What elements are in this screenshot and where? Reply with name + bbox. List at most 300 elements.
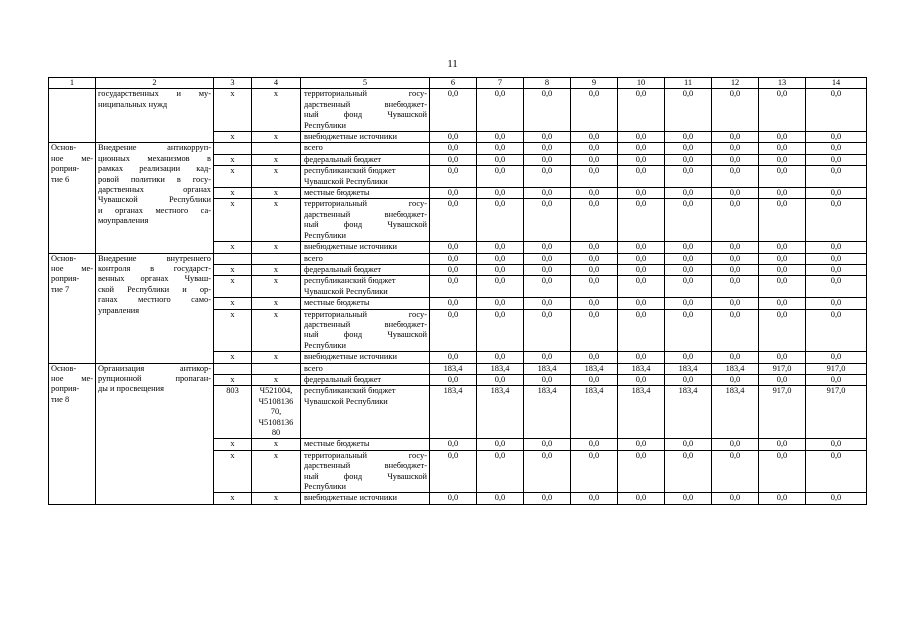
value-cell: 183,4 [524,386,571,439]
value-cell: 183,4 [665,386,712,439]
value-cell: 0,0 [430,439,477,450]
value-cell: 0,0 [477,166,524,188]
value-cell: 0,0 [524,143,571,154]
value-cell: 0,0 [712,143,759,154]
text-line: местные бюджеты [304,188,370,198]
event-number-cell [49,253,96,363]
code-grbs-cell: x [214,89,252,132]
code-grbs-cell: x [214,132,252,143]
value-cell: 183,4 [712,363,759,374]
funding-source-cell [301,143,430,154]
header-cell: 9 [571,78,618,89]
value-cell: 0,0 [524,264,571,275]
value-cell: 183,4 [571,363,618,374]
text-line: Республики [304,120,347,130]
value-cell: 0,0 [665,450,712,493]
code-csr-cell: x [252,166,301,188]
code-grbs-cell: x [214,154,252,165]
text-line: местные бюджеты [304,439,370,449]
value-cell: 0,0 [477,264,524,275]
text-line: дарственный внебюджет- [304,461,427,471]
value-cell: 0,0 [618,188,665,199]
page-number: 11 [447,58,458,70]
header-cell: 6 [430,78,477,89]
value-cell: 0,0 [430,253,477,264]
text-line: моуправления [98,216,149,226]
text-line: Основ- [51,143,77,153]
value-cell: 0,0 [571,264,618,275]
value-cell: 0,0 [571,352,618,363]
value-cell: 0,0 [759,276,806,298]
value-cell: 0,0 [618,493,665,504]
header-cell: 3 [214,78,252,89]
value-cell: 0,0 [618,374,665,385]
value-cell: 0,0 [806,298,867,309]
funding-source-cell [301,166,430,188]
value-cell: 0,0 [524,352,571,363]
value-cell: 0,0 [477,188,524,199]
value-cell: 183,4 [477,386,524,439]
value-cell: 0,0 [806,143,867,154]
value-cell: 0,0 [665,374,712,385]
text-line: ный фонд Чувашской [304,110,427,120]
value-cell: 0,0 [618,276,665,298]
funding-source-cell [301,309,430,352]
text-line: республиканский бюджет [304,386,396,396]
value-cell: 0,0 [806,132,867,143]
value-cell: 0,0 [759,166,806,188]
value-cell: 0,0 [430,132,477,143]
value-cell: 0,0 [665,242,712,253]
value-cell: 0,0 [477,89,524,132]
code-grbs-cell: 803 [214,386,252,439]
value-cell: 0,0 [524,199,571,242]
value-cell: 0,0 [759,309,806,352]
code-csr-cell: x [252,352,301,363]
value-cell: 0,0 [806,253,867,264]
value-cell: 0,0 [524,439,571,450]
value-cell: 0,0 [571,199,618,242]
text-line: дарственный внебюджет- [304,319,427,329]
value-cell: 0,0 [430,242,477,253]
event-name-cell [96,89,214,143]
value-cell: 0,0 [430,199,477,242]
value-cell: 0,0 [759,154,806,165]
value-cell: 0,0 [665,132,712,143]
code-csr-cell: x [252,199,301,242]
value-cell: 0,0 [712,253,759,264]
funding-source-cell [301,493,430,504]
header-cell: 11 [665,78,712,89]
value-cell: 0,0 [759,242,806,253]
value-cell: 917,0 [759,363,806,374]
value-cell: 0,0 [430,374,477,385]
text-line: федеральный бюджет [304,264,382,274]
code-grbs-cell: x [214,439,252,450]
text-line: венных органах Чуваш- [98,274,211,284]
value-cell: 0,0 [477,450,524,493]
value-cell: 0,0 [806,309,867,352]
code-grbs-cell: x [214,188,252,199]
code-csr-cell: x [252,439,301,450]
code-csr-cell: x [252,132,301,143]
text-line: государственных и му- [98,89,211,99]
event-number-cell [49,143,96,253]
value-cell: 0,0 [571,253,618,264]
value-cell: 0,0 [759,132,806,143]
value-cell: 917,0 [806,386,867,439]
value-cell: 0,0 [618,132,665,143]
value-cell: 0,0 [618,352,665,363]
value-cell: 0,0 [477,298,524,309]
header-cell: 1 [49,78,96,89]
value-cell: 0,0 [430,352,477,363]
table-row [49,363,867,374]
funding-source-cell [301,386,430,439]
funding-source-cell [301,132,430,143]
value-cell: 0,0 [806,493,867,504]
value-cell: 183,4 [477,363,524,374]
text-line: ровой политики в госу- [98,174,211,184]
value-cell: 0,0 [571,143,618,154]
value-cell: 0,0 [806,242,867,253]
value-cell: 0,0 [665,89,712,132]
funding-source-cell [301,450,430,493]
code-csr-cell: x [252,276,301,298]
funding-source-cell [301,264,430,275]
event-number-cell [49,89,96,143]
value-cell: 0,0 [665,166,712,188]
text-line: внебюджетные источники [304,352,397,362]
value-cell: 0,0 [806,188,867,199]
value-cell: 0,0 [759,439,806,450]
value-cell: 0,0 [806,276,867,298]
value-cell: 0,0 [571,132,618,143]
text-line: ный фонд Чувашской [304,471,427,481]
text-line: всего [304,363,323,373]
value-cell: 0,0 [712,450,759,493]
value-cell: 0,0 [759,199,806,242]
text-line: роприя- [51,384,80,394]
header-cell: 13 [759,78,806,89]
code-csr-cell: x [252,309,301,352]
value-cell: 0,0 [806,154,867,165]
funding-source-cell [301,439,430,450]
event-name-cell [96,143,214,253]
value-cell: 0,0 [806,264,867,275]
funding-source-cell [301,298,430,309]
value-cell: 0,0 [430,166,477,188]
value-cell: 0,0 [806,199,867,242]
value-cell: 0,0 [712,352,759,363]
value-cell: 183,4 [524,363,571,374]
event-name-cell [96,363,214,504]
value-cell: 0,0 [712,199,759,242]
code-grbs-cell: x [214,374,252,385]
value-cell: 0,0 [477,253,524,264]
value-cell: 183,4 [712,386,759,439]
value-cell: 0,0 [759,253,806,264]
code-grbs-cell: x [214,450,252,493]
value-cell: 0,0 [712,309,759,352]
text-line: Республики [304,340,347,350]
value-cell: 0,0 [665,439,712,450]
value-cell: 0,0 [524,188,571,199]
code-csr-cell: x [252,493,301,504]
value-cell: 0,0 [618,166,665,188]
text-line: Внедрение антикорруп- [98,143,211,153]
text-line: Чувашской Республики [98,195,211,205]
funding-source-cell [301,154,430,165]
value-cell: 0,0 [430,89,477,132]
code-grbs-cell: x [214,199,252,242]
code-csr-cell: x [252,374,301,385]
text-line: тие 7 [51,284,70,294]
value-cell: 0,0 [477,242,524,253]
value-cell: 0,0 [618,143,665,154]
value-cell: 0,0 [618,450,665,493]
value-cell: 0,0 [571,276,618,298]
text-line: всего [304,143,323,153]
value-cell: 0,0 [665,143,712,154]
value-cell: 0,0 [806,450,867,493]
value-cell: 0,0 [524,450,571,493]
value-cell: 0,0 [524,89,571,132]
text-line: Организация антикор- [98,363,211,373]
text-line: дарственный внебюджет- [304,209,427,219]
value-cell: 0,0 [571,450,618,493]
value-cell: 0,0 [618,199,665,242]
value-cell: 0,0 [618,89,665,132]
header-row [49,78,867,89]
value-cell: 0,0 [759,143,806,154]
header-cell: 4 [252,78,301,89]
code-grbs-cell: x [214,276,252,298]
text-line: республиканский бюджет [304,166,396,176]
code-grbs-cell: x [214,309,252,352]
value-cell: 0,0 [712,132,759,143]
value-cell: 0,0 [430,298,477,309]
code-csr-cell: x [252,154,301,165]
value-cell: 0,0 [571,188,618,199]
value-cell: 0,0 [806,352,867,363]
code-csr-cell: x [252,298,301,309]
value-cell: 0,0 [806,166,867,188]
code-grbs-cell: x [214,352,252,363]
value-cell: 183,4 [618,386,665,439]
code-grbs-cell [214,363,252,374]
value-cell: 0,0 [618,253,665,264]
value-cell: 0,0 [430,154,477,165]
text-line: ды и просвещения [98,384,164,394]
text-line: управления [98,305,140,315]
value-cell: 0,0 [524,154,571,165]
text-line: Республики [304,482,347,492]
value-cell: 0,0 [665,276,712,298]
value-cell: 0,0 [477,143,524,154]
value-cell: 0,0 [430,143,477,154]
value-cell: 917,0 [759,386,806,439]
value-cell: 0,0 [571,374,618,385]
value-cell: 0,0 [477,352,524,363]
value-cell: 0,0 [712,493,759,504]
text-line: тие 6 [51,174,70,184]
value-cell: 0,0 [524,298,571,309]
budget-table [48,77,867,505]
value-cell: 183,4 [618,363,665,374]
value-cell: 0,0 [712,242,759,253]
text-line: Чувашской Республики [304,176,388,186]
value-cell: 183,4 [430,363,477,374]
event-name-cell [96,253,214,363]
text-line: и органах местного са- [98,205,211,215]
value-cell: 0,0 [618,309,665,352]
value-cell: 0,0 [477,132,524,143]
value-cell: 0,0 [618,154,665,165]
text-line: федеральный бюджет [304,154,382,164]
value-cell: 0,0 [806,374,867,385]
value-cell: 0,0 [524,166,571,188]
value-cell: 0,0 [430,188,477,199]
value-cell: 0,0 [712,298,759,309]
value-cell: 0,0 [759,264,806,275]
funding-source-cell [301,374,430,385]
code-csr-cell: x [252,450,301,493]
text-line: Основ- [51,253,77,263]
value-cell: 0,0 [712,154,759,165]
value-cell: 0,0 [571,439,618,450]
text-line: всего [304,253,323,263]
value-cell: 0,0 [759,493,806,504]
text-line: тие 8 [51,394,70,404]
value-cell: 0,0 [477,309,524,352]
code-csr-cell: x [252,188,301,199]
value-cell: 0,0 [665,253,712,264]
text-line: ное ме- [51,153,93,163]
value-cell: 0,0 [665,352,712,363]
value-cell: 0,0 [571,298,618,309]
value-cell: 0,0 [618,264,665,275]
text-line: территориальный госу- [304,309,427,319]
value-cell: 0,0 [665,188,712,199]
value-cell: 0,0 [712,166,759,188]
value-cell: 0,0 [712,89,759,132]
value-cell: 0,0 [571,166,618,188]
header-cell: 5 [301,78,430,89]
value-cell: 0,0 [524,276,571,298]
value-cell: 0,0 [712,264,759,275]
text-line: внебюджетные источники [304,132,397,142]
code-grbs-cell: x [214,166,252,188]
text-line: территориальный госу- [304,199,427,209]
code-grbs-cell: x [214,298,252,309]
value-cell: 0,0 [665,264,712,275]
value-cell: 0,0 [524,242,571,253]
text-line: Основ- [51,363,77,373]
text-line: Чувашской Республики [304,396,388,406]
funding-source-cell [301,199,430,242]
value-cell: 0,0 [430,450,477,493]
value-cell: 183,4 [665,363,712,374]
text-line: ганах местного само- [98,295,211,305]
text-line: роприя- [51,274,80,284]
value-cell: 0,0 [759,352,806,363]
code-csr-cell: x [252,242,301,253]
text-line: роприя- [51,164,80,174]
code-grbs-cell: x [214,493,252,504]
text-line: ный фонд Чувашской [304,220,427,230]
value-cell: 0,0 [571,242,618,253]
value-cell: 0,0 [477,199,524,242]
value-cell: 0,0 [477,493,524,504]
header-cell: 12 [712,78,759,89]
text-line: контроля в государст- [98,263,211,273]
value-cell: 0,0 [712,188,759,199]
value-cell: 0,0 [430,276,477,298]
value-cell: 0,0 [618,439,665,450]
funding-source-cell [301,188,430,199]
value-cell: 0,0 [759,374,806,385]
value-cell: 0,0 [665,493,712,504]
value-cell: 0,0 [524,309,571,352]
text-line: дарственных органах [98,185,211,195]
value-cell: 0,0 [618,242,665,253]
header-cell: 8 [524,78,571,89]
value-cell: 0,0 [712,439,759,450]
text-line: ской Республики и ор- [98,284,211,294]
header-cell: 2 [96,78,214,89]
value-cell: 0,0 [524,253,571,264]
header-cell: 14 [806,78,867,89]
value-cell: 917,0 [806,363,867,374]
value-cell: 0,0 [524,493,571,504]
value-cell: 0,0 [712,276,759,298]
header-cell: 10 [618,78,665,89]
text-line: рамках реализации кад- [98,164,211,174]
code-csr-cell [252,363,301,374]
text-line: внебюджетные источники [304,242,397,252]
value-cell: 0,0 [712,374,759,385]
value-cell: 0,0 [524,374,571,385]
value-cell: 0,0 [477,374,524,385]
value-cell: 0,0 [571,89,618,132]
text-line: ный фонд Чувашской [304,330,427,340]
table-row [49,253,867,264]
value-cell: 0,0 [806,439,867,450]
funding-source-cell [301,352,430,363]
value-cell: 0,0 [759,89,806,132]
text-line: Чувашской Республики [304,286,388,296]
funding-source-cell [301,363,430,374]
value-cell: 0,0 [477,154,524,165]
value-cell: 0,0 [806,89,867,132]
text-line: ное ме- [51,373,93,383]
code-csr-cell: Ч521004, Ч5108136 70, Ч5108136 80 [252,386,301,439]
code-grbs-cell: x [214,264,252,275]
value-cell: 0,0 [618,298,665,309]
header-cell: 7 [477,78,524,89]
text-line: Республики [304,230,347,240]
text-line: ниципальных нужд [98,99,168,109]
event-number-cell [49,363,96,504]
code-csr-cell [252,143,301,154]
value-cell: 0,0 [665,309,712,352]
value-cell: 0,0 [477,276,524,298]
value-cell: 0,0 [477,439,524,450]
value-cell: 0,0 [571,493,618,504]
value-cell: 0,0 [571,309,618,352]
code-csr-cell: x [252,264,301,275]
